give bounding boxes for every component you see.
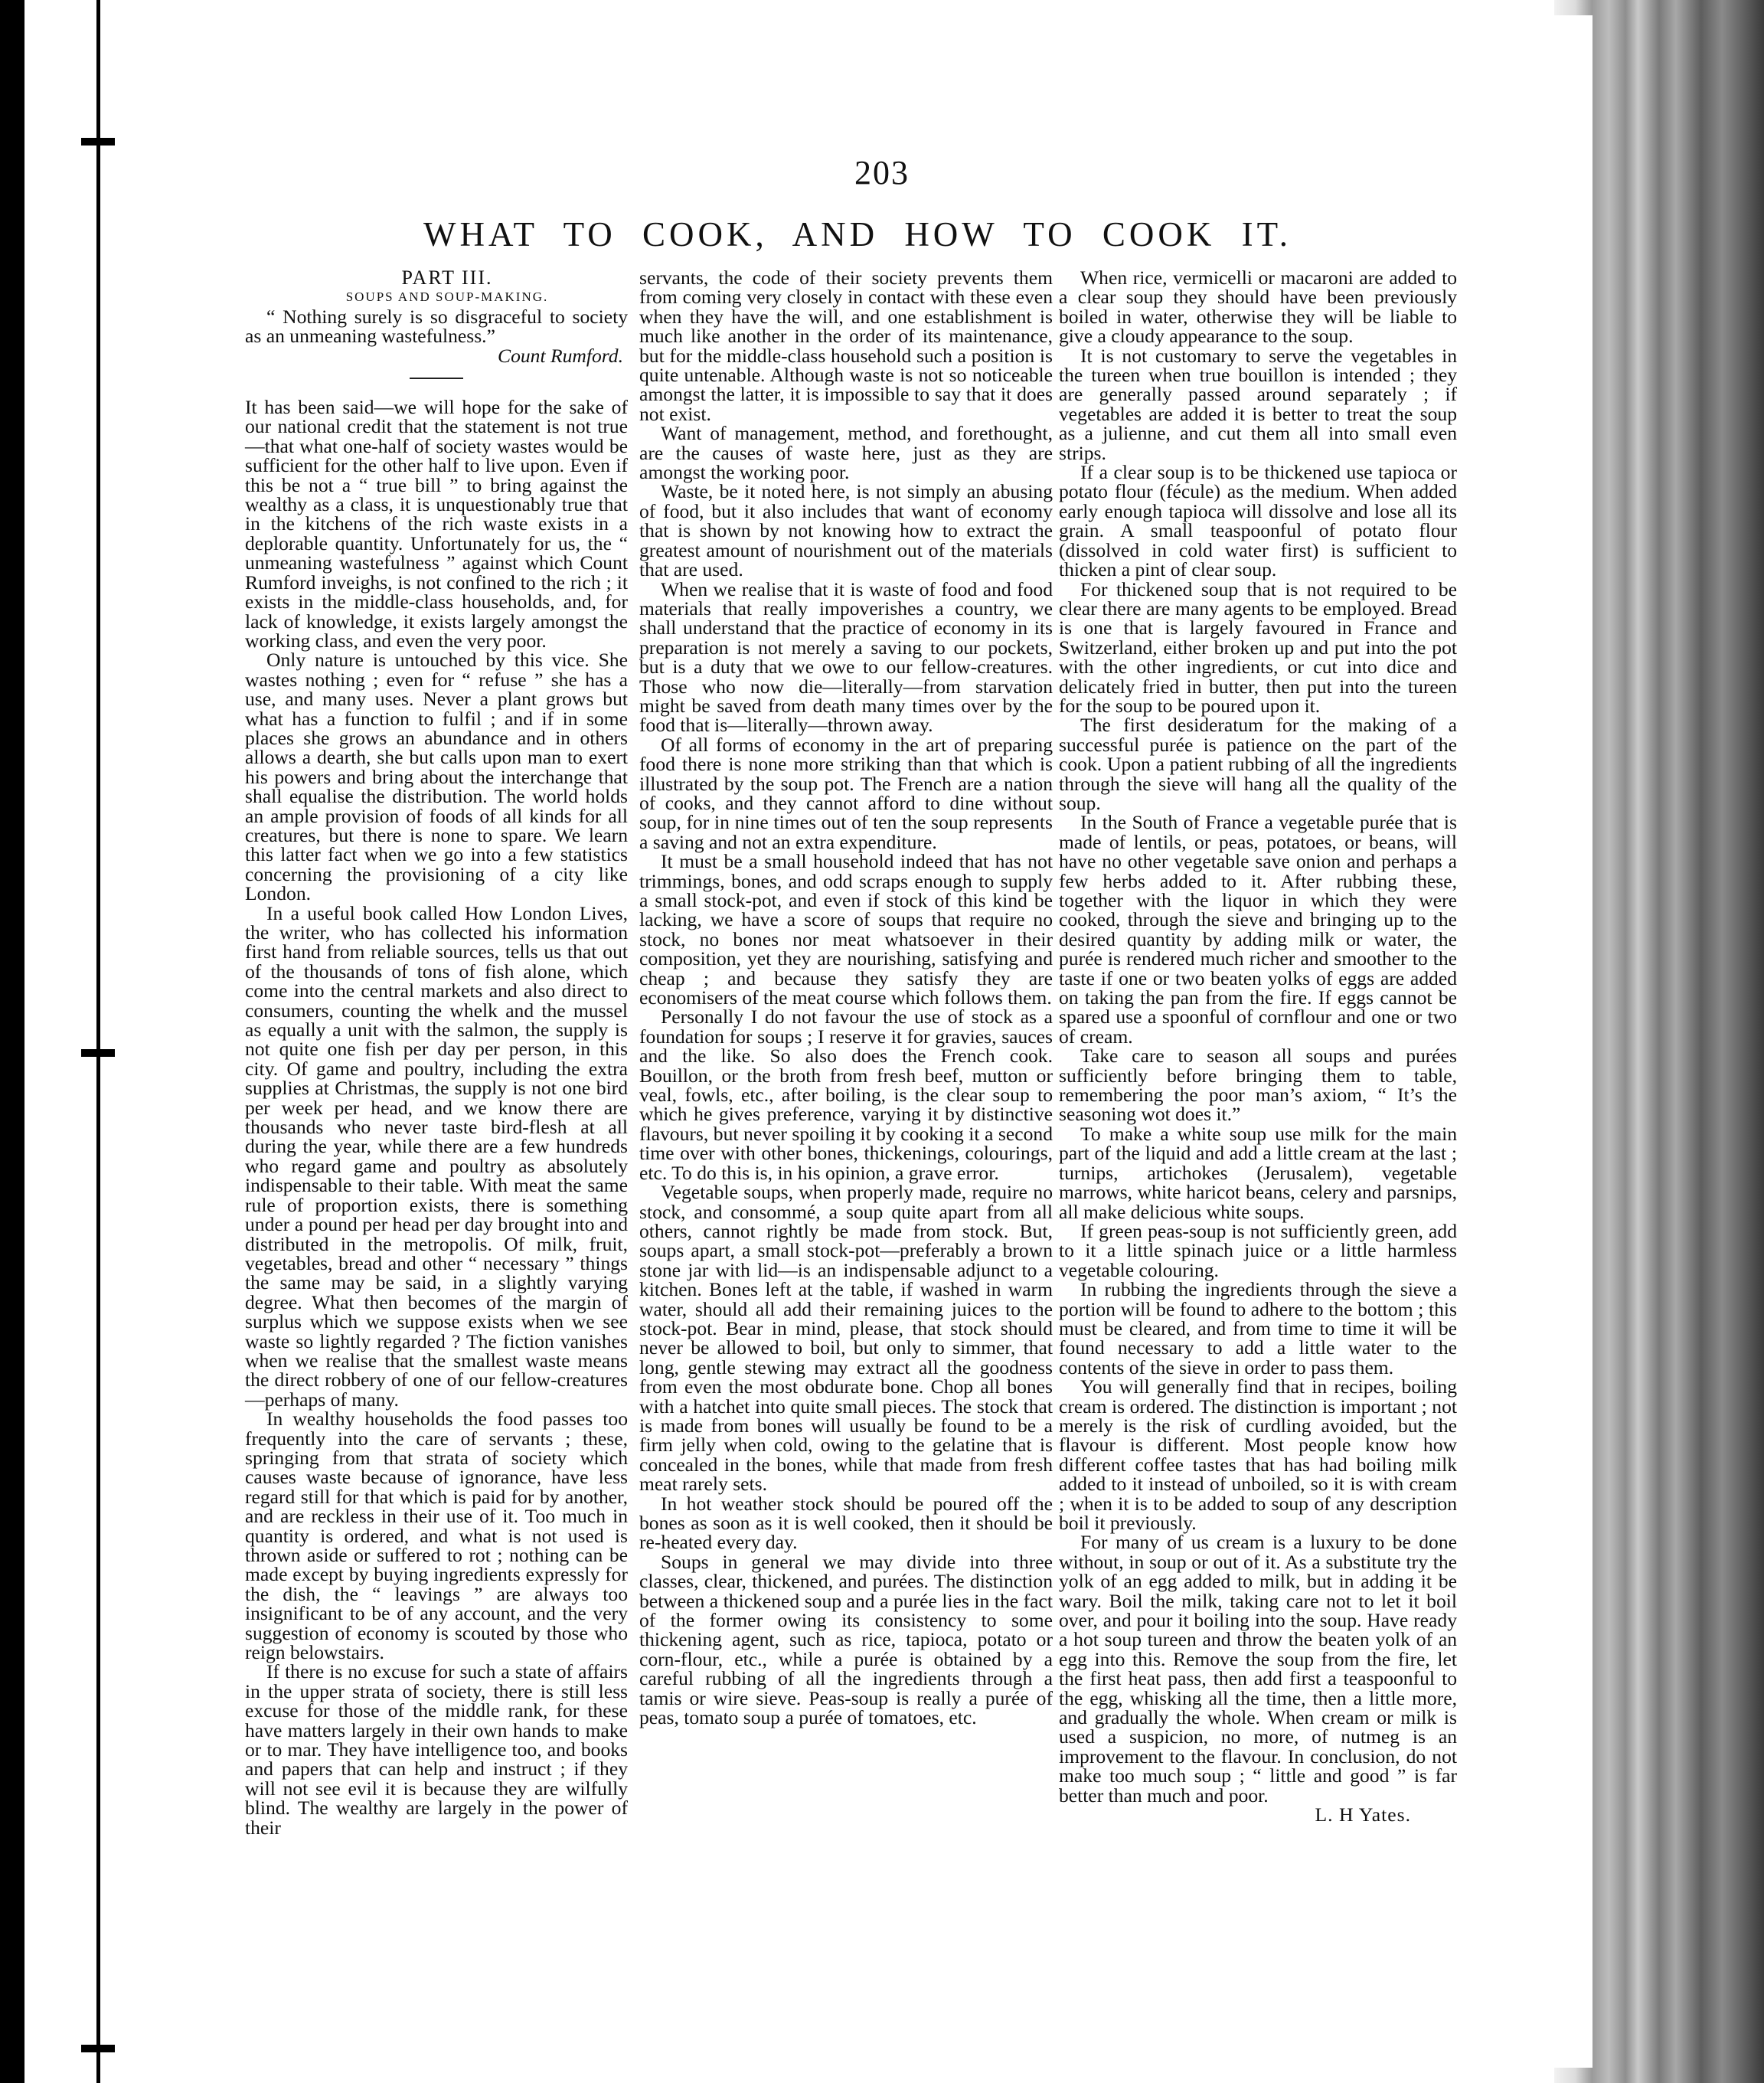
paragraph: Of all forms of economy in the art of preparing food there is none more striking than that which is illustrated by the soup pot. The French are a nation of cooks, and they cannot afford to dine without soup, for in nine times out of ten the soup represents a saving and not an extra expenditure. bbox=[639, 733, 1053, 853]
binding-rule bbox=[96, 0, 100, 2083]
column-2 bbox=[639, 268, 1053, 1727]
paragraph: For many of us cream is a luxury to be done without, in soup or out of it. As a substitute try the yolk of an egg added to milk, but in adding it be wary. Boil the milk, taking care not to let it boil over, and pour it boiling into the soup. Have ready a hot soup tureen and throw the beaten yolk of an egg into this. Remove the soup from the fire, let the first heat pass, then add first a teaspoonful to the egg, whisking all the time, then a little more, and gradually the whole. When cream or milk is used a suspicion, no more, of nutmeg is an improvement to the flavour. In conclusion, do not make too much soup ; “ little and good ” is far better than much and poor. bbox=[1059, 1531, 1457, 1807]
paragraph: In the South of France a vegetable purée that is made of lentils, or peas, potatoes, or beans, will have no other vegetable save onion and perhaps a few herbs added to it. After rubbing these, together with the liquor in which they were cooked, through the sieve and bringing up to the desired quantity by adding milk or water, the purée is rendered much richer and smoother to the taste if one or two beaten yolks of eggs are added on taking the pan from the fire. If eggs cannot be spared use a spoonful of cornflour and one or two of cream. bbox=[1059, 811, 1457, 1048]
paragraph: Want of management, method, and forethought, are the causes of waste here, just as they are amongst the working poor. bbox=[639, 422, 1053, 484]
paragraph: Vegetable soups, when properly made, require no stock, and consommé, a soup quite apart from all others, cannot rightly be made from stock. But, soups apart, a small stock-pot—preferably a brown stone jar with lid—is an indispensable adjunct to a kitchen. Bones left at the table, if washed in warm water, should all add their remaining juices to the stock-pot. Bear in mind, please, that stock should never be allowed to boil, but only to simmer, that long, gentle stewing may extract all the goodness from even the most obdurate bone. Chop all bones with a hatchet into quite small pieces. The stock that is made from bones will usually be found to be a firm jelly when cold, owing to the gelatine that is concealed in the bones, while that made from fresh meat rarely sets. bbox=[639, 1181, 1053, 1496]
paragraph: In rubbing the ingredients through the sieve a portion will be found to adhere to the bottom ; this must be cleared, and from time to time it will be found necessary to add a little water to the contents of the sieve in order to pass them. bbox=[1059, 1278, 1457, 1378]
page-number: 203 bbox=[854, 154, 910, 191]
article-title: WHAT TO COOK, AND HOW TO COOK IT. bbox=[423, 215, 1292, 253]
paragraph: To make a white soup use milk for the main part of the liquid and add a little cream at the last ; turnips, artichokes (Jerusalem), vegetable marrows, white haricot beans, celery and parsnips, all make delicious white soups. bbox=[1059, 1122, 1457, 1223]
paragraph: It is not customary to serve the vegetables in the tureen when true bouillon is intended ; they are generally passed around separately ; if vegetables are added it is better to treat the soup as a julienne, and cut them all into small even strips. bbox=[1059, 344, 1457, 464]
scan-border bbox=[0, 0, 24, 2083]
paragraph: Take care to season all soups and purées sufficiently before bringing them to table, remembering the poor man’s axiom, “ It’s the seasoning wot does it.” bbox=[1059, 1045, 1457, 1126]
paragraph: Waste, be it noted here, is not simply an abusing of food, but it also includes that want of economy that is shown by not knowing how to extract the greatest amount of nourishment out of the materials that are used. bbox=[639, 480, 1053, 581]
epigraph-attribution: Count Rumford. bbox=[498, 344, 623, 367]
divider bbox=[410, 378, 463, 379]
paragraph: In hot weather stock should be poured off the bones as soon as it is well cooked, then it should be re-heated every day. bbox=[639, 1492, 1053, 1554]
paragraph: It has been said—we will hope for the sake of our national credit that the statement is not true—that what one-half of society wastes would be sufficient for the other half to live upon. Even if this be not a “ true bill ” to bring against the wealthy as a class, it is unquestionably true that in the kitchens of the rich waste exists in a deplorable quantity. Unfortunately for us, the “ unmeaning wastefulness ” against which Count Rumford inveighs, is not confined to the rich ; it exists in the middle-class households, and, for lack of knowledge, it exists largely amongst the working class, and even the very poor. bbox=[245, 396, 628, 652]
paragraph: If a clear soup is to be thickened use tapioca or potato flour (fécule) as the medium. When added early enough tapioca will dissolve and lose all its grain. A small teaspoonful of potato flour (dissolved in cold water first) is sufficient to thicken a pint of clear soup. bbox=[1059, 461, 1457, 581]
binding-mark bbox=[81, 2045, 115, 2052]
paragraph: If green peas-soup is not sufficiently green, add to it a little spinach juice or a little harmless vegetable colouring. bbox=[1059, 1219, 1457, 1281]
paragraph: When rice, vermicelli or macaroni are added to a clear soup they should have been previously boiled in water, otherwise they will be liable to give a cloudy appearance to the soup. bbox=[1059, 267, 1457, 348]
binding-mark bbox=[81, 138, 115, 146]
paragraph: You will generally find that in recipes, boiling cream is ordered. The distinction is important ; not merely is the risk of curdling avoided, but the flavour is different. Most people know how different coffee tastes that has had boiling milk added to it instead of unboiled, so it is with cream ; when it is to be added to soup of any description boil it previously. bbox=[1059, 1375, 1457, 1534]
author-name: L. H Yates. bbox=[1315, 1803, 1411, 1826]
epigraph: “ Nothing surely is so disgraceful to society as an unmeaning wastefulness.” bbox=[245, 305, 628, 348]
column-1 bbox=[245, 268, 628, 1837]
paragraph: Personally I do not favour the use of stock as a foundation for soups ; I reserve it for gravies, sauces and the like. So also does the French cook. Bouillon, or the broth from fresh beef, mutton or veal, fowls, etc., after boiling, is the clear soup to which he gives preference, varying it by distinctive flavours, but never spoiling it by cooking it a second time over with other bones, thickenings, colourings, etc. To do this is, in his opinion, a grave error. bbox=[639, 1006, 1053, 1184]
paragraph: In wealthy households the food passes too frequently into the care of servants ; these, springing from that strata of society which causes waste because of ignorance, have less regard still for that which is paid for by another, and are reckless in their use of it. Too much in quantity is ordered, and what is not used is thrown aside or suffered to rot ; nothing can be made except by buying ingredients expressly for the dish, the “ leavings ” are always too insignificant to be of any account, and the very suggestion of economy is scouted by those who reign belowstairs. bbox=[245, 1408, 628, 1664]
paragraph: Only nature is untouched by this vice. She wastes nothing ; even for “ refuse ” she has a use, and many uses. Never a plant grows but what has a function to fulfil ; and if in some places she grows an abundance and in others allows a dearth, she but calls upon man to exert his powers and bring about the interchange that shall equalise the distribution. The world holds an ample provision of foods of all kinds for all creatures, but there is none to spare. We learn this latter fact when we go into a few statistics concerning the provisioning of a city like London. bbox=[245, 649, 628, 905]
paragraph: Soups in general we may divide into three classes, clear, thickened, and purées. The distinction between a thickened soup and a purée lies in the fact of the former owing its consistency to some thickening agent, such as rice, tapioca, potato or corn-flour, etc., while a purée is obtained by a careful rubbing of all the ingredients through a tamis or wire sieve. Peas-soup is really a purée of peas, tomato soup a purée of tomatoes, etc. bbox=[639, 1550, 1053, 1729]
part-subheading: SOUPS AND SOUP-MAKING. bbox=[345, 289, 549, 305]
paragraph: The first desideratum for the making of a successful purée is patience on the part of the cook. Upon a patient rubbing of all the ingredients through the sieve will hang all the quality of the soup. bbox=[1059, 714, 1457, 814]
part-heading: PART III. bbox=[401, 267, 493, 289]
paragraph: If there is no excuse for such a state of affairs in the upper strata of society, there is still less excuse for those of the middle rank, for these have matters largely in their own hands to make or to mar. They have intelligence too, and books and papers that can help and instruct ; if they will not see evil it is because they are wilfully blind. The wealthy are largely in the power of their bbox=[245, 1660, 628, 1839]
paragraph: It must be a small household indeed that has not trimmings, bones, and odd scraps enough to supply a small stock-pot, and even if stock of this kind be lacking, we have a score of soups that require no stock, no bones nor meat whatsoever in their composition, yet they are nourishing, satisfying and cheap ; and because they satisfy they are economisers of the meat course which follows them. bbox=[639, 850, 1053, 1009]
column-3 bbox=[1059, 268, 1457, 1825]
paragraph: For thickened soup that is not required to be clear there are many agents to be employed. Bread is one that is largely favoured in France and Switzerland, either broken up and put into the pot with the other ingredients, or cut into dice and delicately fried in butter, then put into the tureen for the soup to be poured upon it. bbox=[1059, 577, 1457, 717]
paragraph: servants, the code of their society prevents them from coming very closely in contact with these even when they have the will, and one establishment is much like another in the order of its maintenance, but for the middle-class household such a position is quite untenable. Although waste is not so noticeable amongst the latter, it is impossible to say that it does not exist. bbox=[639, 267, 1053, 425]
paragraph: In a useful book called How London Lives, the writer, who has collected his information first hand from reliable sources, tells us that out of the thousands of tons of fish alone, which come into the central markets and also direct to consumers, counting the whelk and the mussel as equally a unit with the salmon, the supply is not quite one fish per day per person, in this city. Of game and poultry, including the extra supplies at Christmas, the supply is not one bird per week per head, and we know there are thousands who never taste bird-flesh at all during the year, while there are a few hundreds who regard game and poultry as absolutely indispensable to their table. With meat the same rule of proportion exists, there is something under a pound per head per day brought into and distributed in the metropolis. Of milk, fruit, vegetables, bread and other “ necessary ” things the same may be said, in a slightly varying degree. What then becomes of the margin of surplus which we suppose exists when we see waste so lightly regarded ? The fiction vanishes when we realise that the smallest waste means the direct robbery of one of our fellow-creatures—perhaps of many. bbox=[245, 901, 628, 1411]
paragraph: When we realise that it is waste of food and food materials that really impoverishes a country, we shall understand that the practice of economy in its preparation is not merely a saving to our pockets, but is a duty that we owe to our fellow-creatures. Those who now die—literally—from starvation might be saved from death many times over by the food that is—literally—thrown away. bbox=[639, 577, 1053, 737]
binding-mark bbox=[81, 1049, 115, 1057]
